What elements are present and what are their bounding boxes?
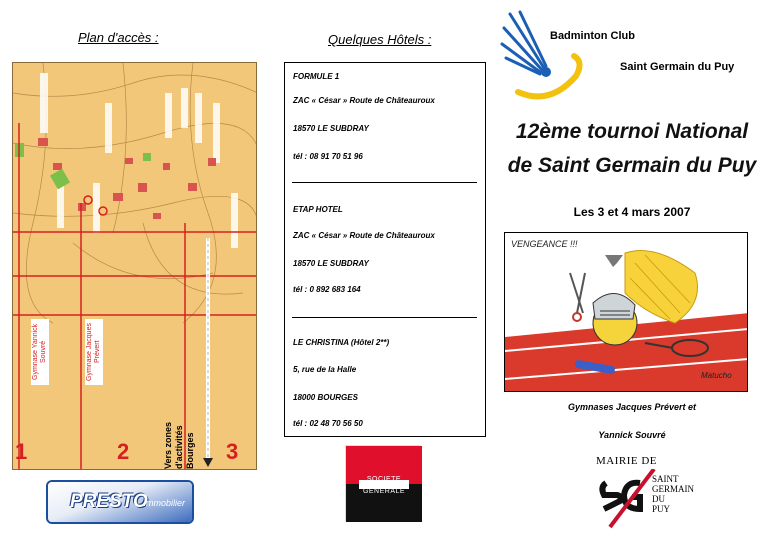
- event-dates: Les 3 et 4 mars 2007: [573, 205, 691, 219]
- direction-label: Vers zones d'activités Bourges: [163, 421, 195, 469]
- venue-line2: Yannick Souvré: [598, 430, 666, 440]
- hotel-3-address: 5, rue de la Halle: [293, 365, 357, 374]
- map-heading: Plan d'accès :: [78, 30, 159, 45]
- mairie-line2: GERMAIN: [652, 484, 694, 494]
- hotel-3-name: LE CHRISTINA (Hôtel 2**): [293, 338, 390, 347]
- venue-line1: Gymnases Jacques Prévert et: [567, 402, 697, 412]
- hotels-heading: Quelques Hôtels :: [328, 32, 432, 47]
- mairie-logo: [596, 455, 716, 535]
- mairie-heading: MAIRIE DE: [596, 455, 658, 467]
- hotel-2-name: ETAP HOTEL: [293, 205, 343, 214]
- hotel-3-tel: tél : 02 48 70 56 50: [293, 419, 363, 428]
- sg-line2: GENERALE: [362, 488, 406, 495]
- hotel-separator: [292, 317, 477, 318]
- gym-souvre-label: Gymnase Yannick Souvré: [31, 319, 49, 385]
- club-name-line2: Saint Germain du Puy: [620, 61, 735, 73]
- mairie-line4: PUY: [652, 504, 671, 514]
- cartoon-signature: Matucho: [701, 371, 732, 380]
- mairie-line1: SAINT: [652, 474, 679, 484]
- shuttlecock-logo: [500, 6, 590, 108]
- grid-number-2: 2: [117, 439, 130, 464]
- cartoon-caption: VENGEANCE !!!: [511, 239, 578, 249]
- presto-sub: immobilier: [144, 498, 186, 508]
- hotel-2-city: 18570 LE SUBDRAY: [293, 259, 369, 268]
- map-graphic: [13, 63, 257, 470]
- hotel-2-address: ZAC « César » Route de Châteauroux: [293, 231, 435, 240]
- presto-logo: [46, 480, 194, 524]
- hotels-box: [284, 62, 486, 437]
- hotel-1-city: 18570 LE SUBDRAY: [293, 124, 369, 133]
- hotel-3-city: 18000 BOURGES: [293, 393, 358, 402]
- hotel-1-tel: tél : 08 91 70 51 96: [293, 152, 363, 161]
- grid-number-3: 3: [226, 439, 239, 464]
- hotel-1-address: ZAC « César » Route de Châteauroux: [293, 96, 435, 105]
- hotel-2-tel: tél : 0 892 683 164: [293, 285, 361, 294]
- club-name-line1: Badminton Club: [550, 30, 635, 42]
- cartoon-illustration: [504, 232, 748, 392]
- societe-generale-logo: [345, 445, 421, 521]
- mairie-sg-icon: [596, 469, 656, 533]
- cartoon-graphic: [505, 233, 748, 392]
- presto-word: PRESTO: [70, 491, 148, 512]
- hotel-1-name: FORMULE 1: [293, 72, 340, 81]
- event-title-line1: 12ème tournoi National: [515, 120, 749, 143]
- mairie-line3: DU: [652, 494, 665, 504]
- hotel-separator: [292, 182, 477, 183]
- grid-number-1: 1: [15, 439, 28, 464]
- shuttlecock-icon: [500, 6, 590, 108]
- gym-prevert-label: Gymnase Jacques Prévert: [85, 319, 103, 385]
- access-map: [12, 62, 257, 470]
- event-title-line2: de Saint Germain du Puy: [507, 154, 757, 177]
- sg-line1: SOCIETE: [366, 476, 402, 483]
